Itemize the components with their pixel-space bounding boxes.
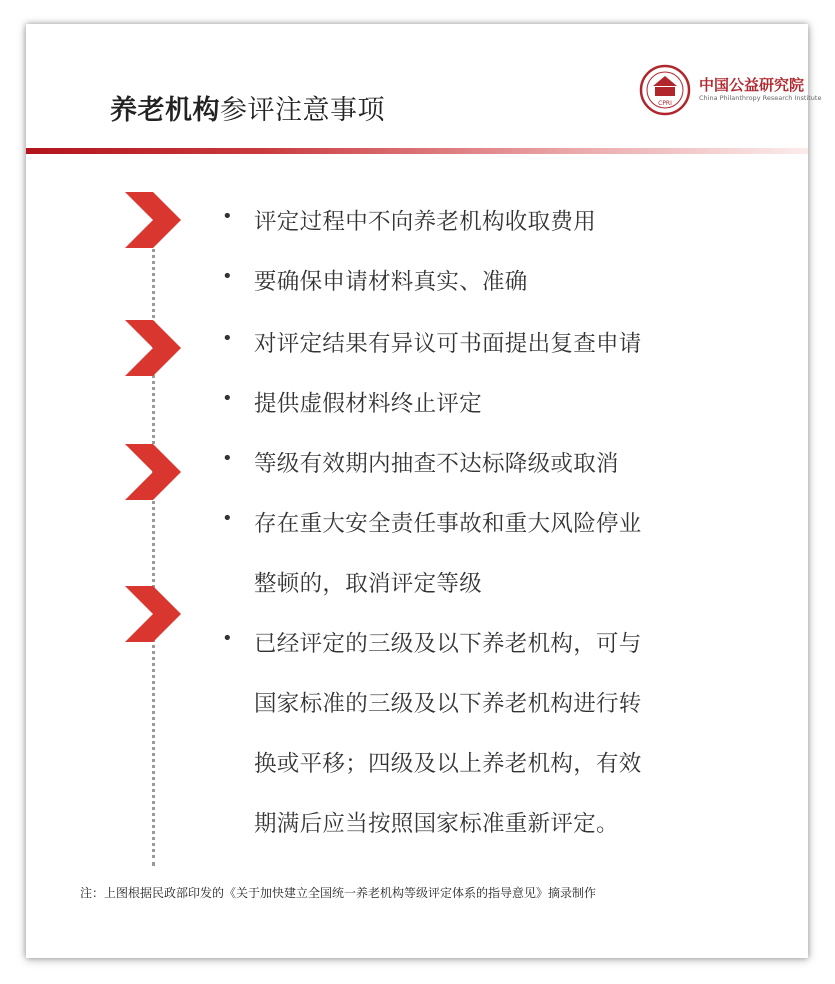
logo-name-en: China Philanthropy Research Institute — [699, 94, 822, 102]
bullet-icon: • — [222, 388, 233, 409]
logo-name-cn: 中国公益研究院 — [699, 76, 805, 94]
bullet-icon: • — [222, 628, 233, 649]
seal-text: CPRI — [658, 100, 672, 107]
bullet-icon: • — [222, 448, 233, 469]
header-divider — [26, 148, 808, 154]
bullet-icon: • — [222, 206, 233, 227]
bullet-icon: • — [222, 328, 233, 349]
item-text: 已经评定的三级及以下养老机构，可与 — [254, 631, 642, 657]
title-bold: 养老机构 — [110, 95, 220, 126]
footer-note: 注：上图根据民政部印发的《关于加快建立全国统一养老机构等级评定体系的指导意见》摘录制作 — [80, 886, 597, 900]
seal-icon — [639, 64, 691, 116]
slide — [26, 24, 822, 958]
title-rest: 参评注意事项 — [220, 95, 385, 126]
item-text: 换或平移；四级及以上养老机构，有效 — [254, 751, 642, 777]
logo — [639, 64, 822, 116]
chevron-right-icon — [125, 444, 181, 500]
chevron-right-icon — [125, 586, 181, 642]
item-text: 国家标准的三级及以下养老机构进行转 — [254, 691, 642, 717]
page-title — [110, 88, 385, 127]
chevron-right-icon — [125, 192, 181, 248]
item-text: 等级有效期内抽查不达标降级或取消 — [254, 451, 619, 477]
item-text: 对评定结果有异议可书面提出复查申请 — [254, 331, 642, 357]
item-text: 期满后应当按照国家标准重新评定。 — [254, 811, 619, 837]
chevron-right-icon — [125, 320, 181, 376]
bullet-icon: • — [222, 508, 233, 529]
item-text: 存在重大安全责任事故和重大风险停业 — [254, 511, 642, 537]
item-text: 整顿的，取消评定等级 — [254, 571, 483, 597]
item-text: 提供虚假材料终止评定 — [254, 391, 483, 417]
item-text: 评定过程中不向养老机构收取费用 — [254, 209, 597, 235]
bullet-icon: • — [222, 266, 233, 287]
item-text: 要确保申请材料真实、准确 — [254, 269, 528, 295]
